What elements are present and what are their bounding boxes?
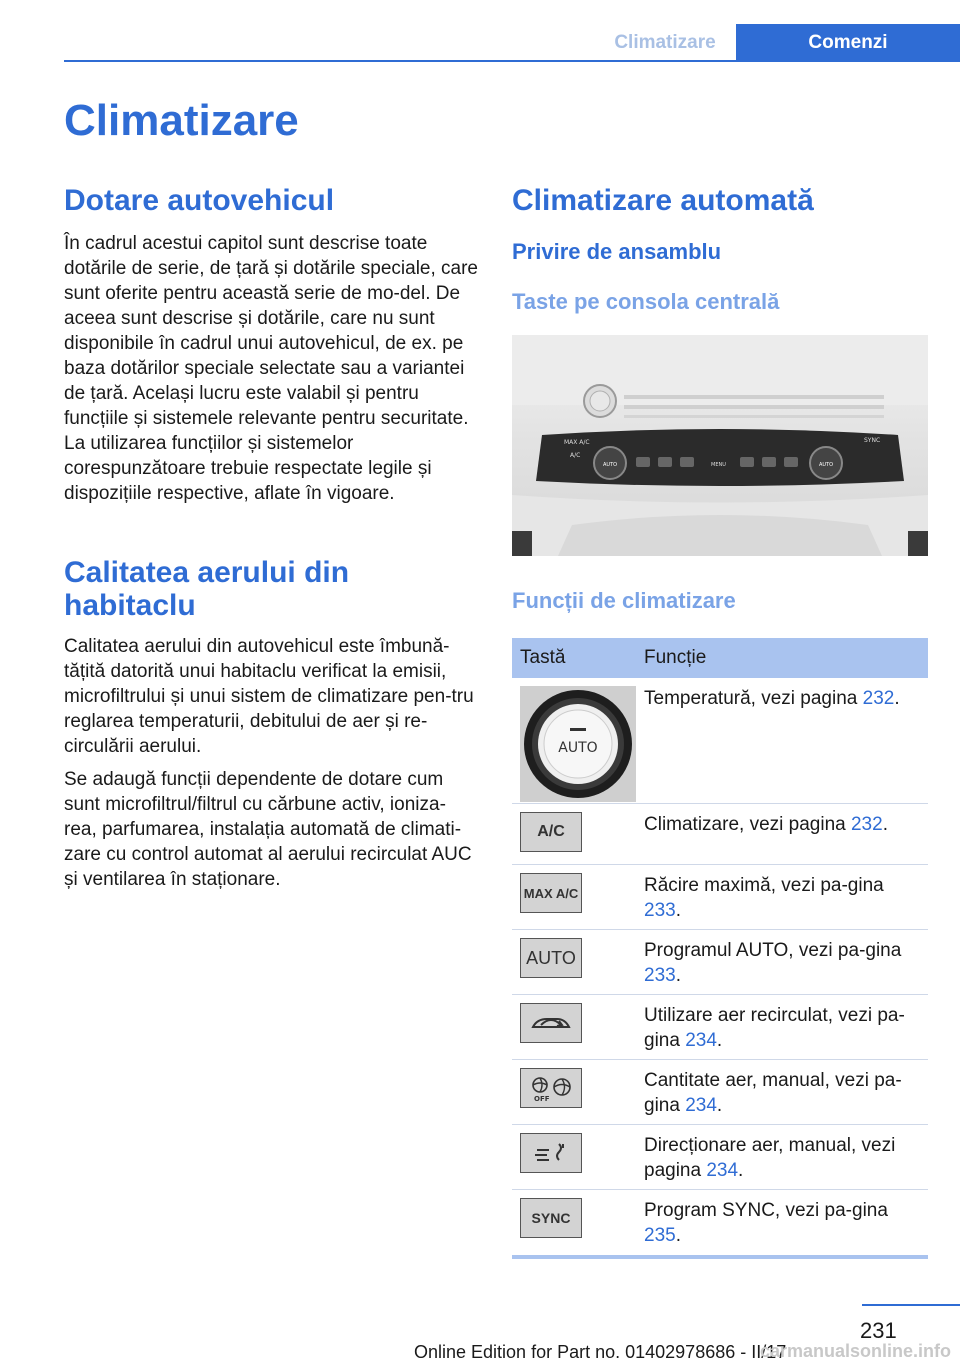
page-link[interactable]: 232 xyxy=(850,814,883,835)
car-recirculation-icon xyxy=(529,1011,573,1035)
watermark: carmanualsonline.info xyxy=(760,1341,952,1361)
left-column xyxy=(64,184,478,892)
console-label-auto-left: AUTO xyxy=(603,462,618,468)
svg-text:OFF: OFF xyxy=(534,1095,550,1103)
function-cell: Răcire maximă, vezi pa-gina 233. xyxy=(644,875,884,921)
footer-edition: Online Edition for Part no. 01402978686 - II/17 xyxy=(414,1342,787,1362)
page-link[interactable]: 235 xyxy=(644,1225,676,1246)
table-row xyxy=(512,1125,928,1190)
section-heading-air-quality: Calitatea aerului din habitaclu xyxy=(64,556,350,622)
key-cell xyxy=(512,1060,644,1124)
table-row xyxy=(512,995,928,1060)
temperature-knob-icon xyxy=(520,686,636,802)
recirculation-button-icon xyxy=(520,1003,582,1043)
function-cell: Cantitate aer, manual, vezi pa-gina 234. xyxy=(644,1070,902,1116)
key-cell xyxy=(512,930,644,994)
footer-rule xyxy=(862,1304,960,1306)
equipment-paragraph: În cadrul acestui capitol sunt descrise toate dotările de serie, de țară și dotările speciale, care sunt oferite pentru această serie de mo-del. De aceea sunt descrise și dotările, care nu sunt disponibile în cadrul unui autovehicul, de ex. pe baza dotărilor speciale selectate sau a variantei de țară. Același lucru este valabil și pentru funcțiile și sistemele relevante pentru securitate. La utilizarea funcțiilor și sistemelor corespunzătoare trebuie respectate legile și dispozițiile respective, aflate în vigoare. xyxy=(64,233,479,504)
key-cell xyxy=(512,995,644,1059)
subheading-overview: Privire de ansamblu xyxy=(512,239,722,264)
table-row xyxy=(512,930,928,995)
page-link[interactable]: 234 xyxy=(706,1160,739,1181)
page-link[interactable]: 232 xyxy=(862,688,895,709)
subheading-console-buttons: Taste pe consola centrală xyxy=(512,289,780,314)
table-row xyxy=(512,804,928,865)
table-header xyxy=(512,638,928,678)
header-rule xyxy=(64,60,960,62)
table-bottom-rule xyxy=(512,1255,928,1259)
air-quality-paragraph-1: Calitatea aerului din autovehicul este îmbună-tățită datorită unui habitaclu verificat la emisii, microfiltrului și unui sistem de climatizare pen-tru reglarea temperaturii, debitului de aer și re-circulării aerului. xyxy=(64,636,474,757)
page-link[interactable]: 233 xyxy=(644,965,676,986)
table-row xyxy=(512,1190,928,1255)
console-label-max-ac: MAX A/C xyxy=(564,439,590,446)
ac-button-icon: A/C xyxy=(520,812,582,852)
page-link[interactable]: 233 xyxy=(644,900,676,921)
key-cell xyxy=(512,804,644,864)
section-tab: Climatizare xyxy=(614,32,716,53)
function-cell: Direcționare aer, manual, vezi pagina 234. xyxy=(644,1135,896,1181)
air-distribution-button-icon xyxy=(520,1133,582,1173)
console-label-ac: A/C xyxy=(570,452,581,459)
table-row xyxy=(512,865,928,930)
key-cell xyxy=(512,1190,644,1255)
console-label-menu: MENU xyxy=(711,462,726,468)
table-row xyxy=(512,678,928,804)
center-console-drawing xyxy=(512,335,928,556)
page-link[interactable]: 234 xyxy=(685,1095,717,1116)
function-cell: Utilizare aer recirculat, vezi pa-gina 234. xyxy=(644,1005,905,1051)
key-cell xyxy=(512,865,644,929)
console-label-sync: SYNC xyxy=(864,437,881,444)
right-column xyxy=(512,184,928,1259)
key-cell xyxy=(512,678,644,803)
air-distribution-icon xyxy=(531,1140,571,1166)
climate-functions-table xyxy=(512,638,928,1259)
section-heading-automatic-climate: Climatizare automată xyxy=(512,184,814,217)
console-label-auto-right: AUTO xyxy=(819,462,834,468)
page-number: 231 xyxy=(860,1318,897,1343)
function-cell: Programul AUTO, vezi pa-gina 233. xyxy=(644,940,902,986)
function-cell: Temperatură, vezi pagina 232. xyxy=(644,688,900,709)
auto-button-icon: AUTO xyxy=(520,938,582,978)
center-console-image xyxy=(512,335,928,556)
header-tabs xyxy=(594,24,960,62)
function-cell: Program SYNC, vezi pa-gina 235. xyxy=(644,1200,888,1246)
function-cell: Climatizare, vezi pagina 232. xyxy=(644,814,888,835)
fan-button-icon xyxy=(520,1068,582,1108)
column-header-key: Tastă xyxy=(520,647,566,668)
max-ac-button-icon: MAX A/C xyxy=(520,873,582,913)
section-heading-equipment: Dotare autovehicul xyxy=(64,184,335,217)
column-header-function: Funcție xyxy=(644,647,707,668)
page-title: Climatizare xyxy=(64,96,299,145)
sync-button-icon: SYNC xyxy=(520,1198,582,1238)
page-link[interactable]: 234 xyxy=(685,1030,717,1051)
fan-icon xyxy=(526,1073,576,1103)
svg-text:AUTO: AUTO xyxy=(558,740,598,756)
key-cell xyxy=(512,1125,644,1189)
air-quality-paragraph-2: Se adaugă funcții dependente de dotare cum sunt microfiltrul/filtrul cu cărbune activ, ioniza-rea, parfumarea, instalația automată de climati-zare cu control automat al aerului recirculat AUC și ventilarea în staționare. xyxy=(64,769,472,890)
subheading-climate-functions: Funcții de climatizare xyxy=(512,588,736,613)
table-row xyxy=(512,1060,928,1125)
chapter-tab: Comenzi xyxy=(736,24,960,62)
